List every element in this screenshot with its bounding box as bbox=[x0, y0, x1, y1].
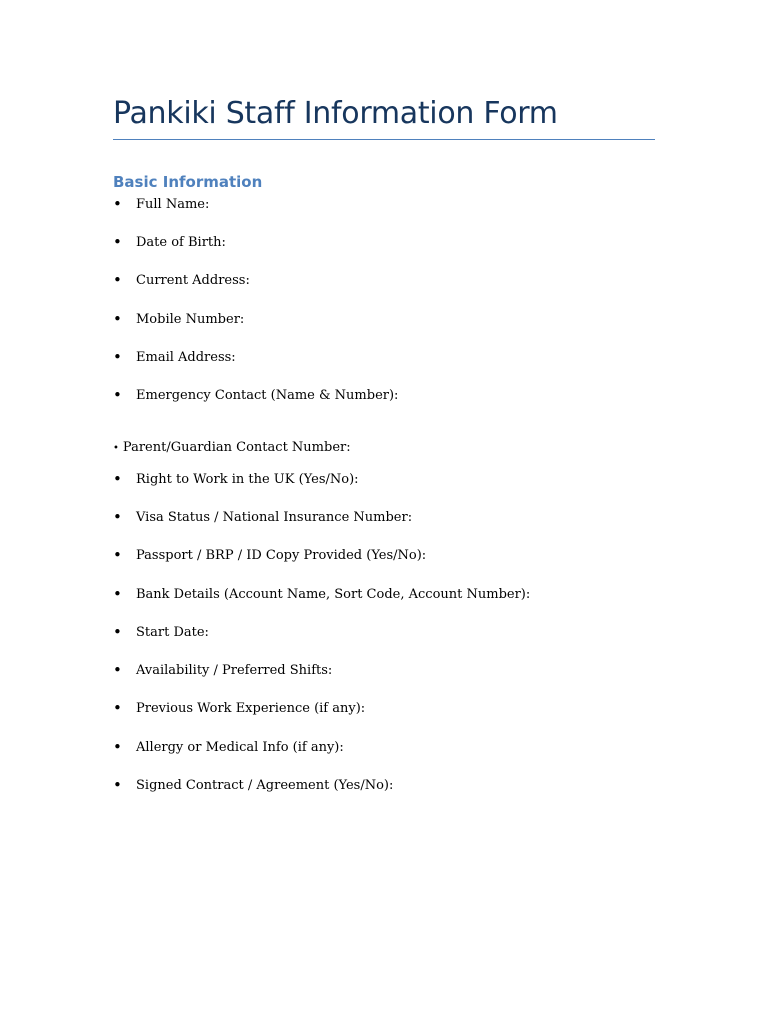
bullet-icon: • bbox=[113, 508, 122, 526]
bullet-icon: • bbox=[113, 699, 122, 717]
bullet-icon: • bbox=[113, 348, 122, 366]
field-label-allergy-medical: Allergy or Medical Info (if any): bbox=[136, 740, 344, 755]
field-label-parent-guardian-contact: Parent/Guardian Contact Number: bbox=[122, 440, 351, 455]
bullet-icon: • bbox=[113, 776, 122, 794]
field-label-date-of-birth: Date of Birth: bbox=[136, 235, 226, 250]
list-item-parent-guardian bbox=[113, 438, 351, 459]
bullet-icon: • bbox=[113, 233, 122, 251]
field-label-current-address: Current Address: bbox=[136, 273, 250, 288]
field-label-emergency-contact: Emergency Contact (Name & Number): bbox=[136, 388, 399, 403]
field-label-start-date: Start Date: bbox=[136, 625, 209, 640]
field-label-visa-status: Visa Status / National Insurance Number: bbox=[136, 510, 413, 525]
bullet-icon: • bbox=[113, 271, 122, 289]
bullet-icon: • bbox=[113, 546, 122, 564]
field-label-availability: Availability / Preferred Shifts: bbox=[136, 663, 333, 678]
bullet-icon: • bbox=[113, 386, 122, 404]
bullet-icon: • bbox=[113, 195, 122, 213]
field-label-email-address: Email Address: bbox=[136, 350, 236, 365]
document-title: Pankiki Staff Information Form bbox=[113, 96, 558, 131]
bullet-icon: • bbox=[113, 585, 122, 603]
bullet-icon: • bbox=[113, 738, 122, 756]
bullet-icon: • bbox=[113, 623, 122, 641]
field-label-mobile-number: Mobile Number: bbox=[136, 312, 245, 327]
field-label-previous-experience: Previous Work Experience (if any): bbox=[136, 701, 366, 716]
field-label-right-to-work: Right to Work in the UK (Yes/No): bbox=[136, 472, 359, 487]
field-label-bank-details: Bank Details (Account Name, Sort Code, Account Number): bbox=[136, 587, 531, 602]
small-bullet-icon: • bbox=[113, 443, 119, 454]
field-label-passport-id: Passport / BRP / ID Copy Provided (Yes/No): bbox=[136, 548, 427, 563]
bullet-icon: • bbox=[113, 310, 122, 328]
section-heading-basic-information: Basic Information bbox=[113, 173, 263, 191]
bullet-icon: • bbox=[113, 470, 122, 488]
field-label-full-name: Full Name: bbox=[136, 197, 210, 212]
title-underline bbox=[113, 139, 655, 140]
field-label-signed-contract: Signed Contract / Agreement (Yes/No): bbox=[136, 778, 394, 793]
bullet-icon: • bbox=[113, 661, 122, 679]
